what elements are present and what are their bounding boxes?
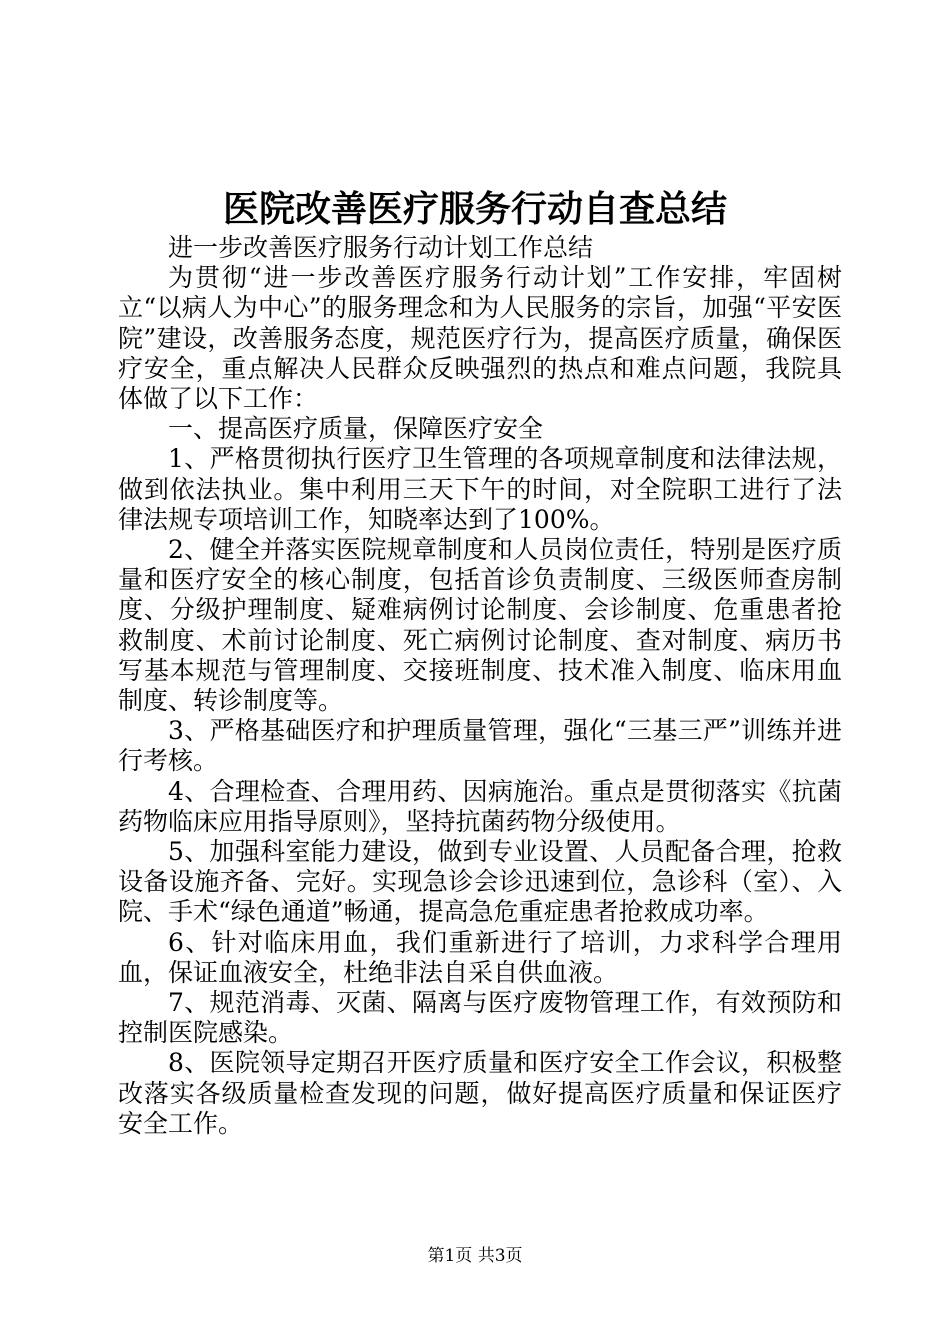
paragraph-item-6: 6、针对临床用血，我们重新进行了培训，力求科学合理用血，保证血液安全，杜绝非法自采自供血液。 [118,927,842,987]
document-title: 医院改善医疗服务行动自查总结 [222,188,727,230]
paragraph-item-7: 7、规范消毒、灭菌、隔离与医疗废物管理工作，有效预防和控制医院感染。 [118,988,842,1048]
paragraph-item-1: 1、严格贯彻执行医疗卫生管理的各项规章制度和法律法规，做到依法执业。集中利用三天下午的时间，对全院职工进行了法律法规专项培训工作，知晓率达到了100%。 [118,444,842,534]
paragraph-intro: 为贯彻“进一步改善医疗服务行动计划”工作安排，牢固树立“以病人为中心”的服务理念和为人民服务的宗旨，加强“平安医院”建设，改善服务态度，规范医疗行为，提高医疗质量，确保医疗安全，重点解决人民群众反映强烈的热点和难点问题，我院具体做了以下工作： [118,263,842,414]
paragraph-item-8: 8、医院领导定期召开医疗质量和医疗安全工作会议，积极整改落实各级质量检查发现的问题，做好提高医疗质量和保证医疗安全工作。 [118,1048,842,1138]
paragraph-item-3: 3、严格基础医疗和护理质量管理，强化“三基三严”训练并进行考核。 [118,716,842,776]
page-number-footer: 第1页 共3页 [427,1246,523,1266]
paragraph-item-4: 4、合理检查、合理用药、因病施治。重点是贯彻落实《抗菌药物临床应用指导原则》，坚持抗菌药物分级使用。 [118,776,842,836]
paragraph-item-5: 5、加强科室能力建设，做到专业设置、人员配备合理，抢救设备设施齐备、完好。实现急诊会诊迅速到位，急诊科（室）、入院、手术“绿色通道”畅通，提高急危重症患者抢救成功率。 [118,837,842,927]
paragraph-item-2: 2、健全并落实医院规章制度和人员岗位责任，特别是医疗质量和医疗安全的核心制度，包括首诊负责制度、三级医师查房制度、分级护理制度、疑难病例讨论制度、会诊制度、危重患者抢救制度、术前讨论制度、死亡病例讨论制度、查对制度、病历书写基本规范与管理制度、交接班制度、技术准入制度、临床用血制度、转诊制度等。 [118,535,842,716]
document-body [118,233,842,1139]
section-heading: 一、提高医疗质量，保障医疗安全 [168,414,544,444]
paragraph-subtitle: 进一步改善医疗服务行动计划工作总结 [168,233,594,262]
